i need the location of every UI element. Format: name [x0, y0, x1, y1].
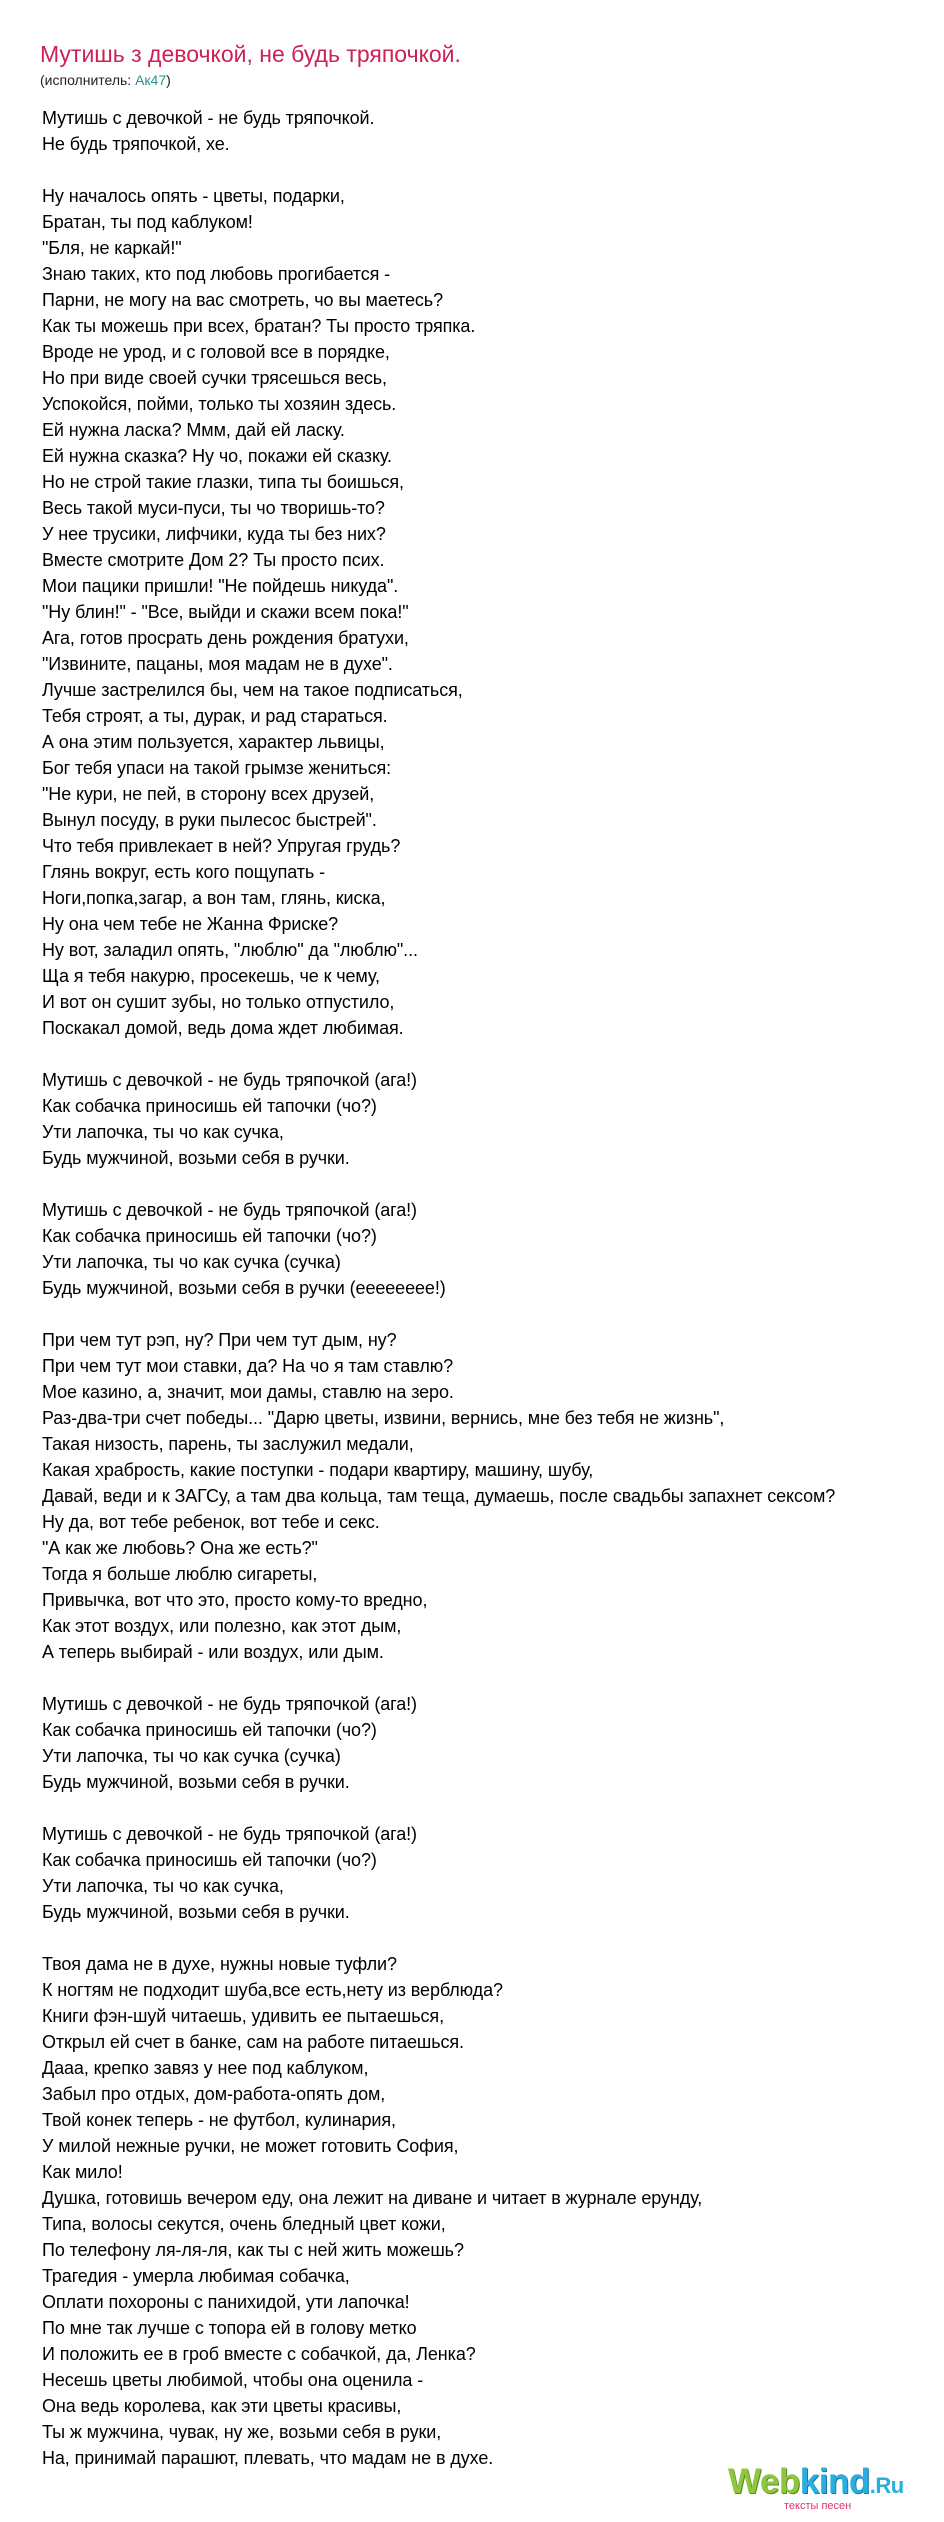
lyric-line: Но не строй такие глазки, типа ты боишься, [42, 472, 404, 492]
lyric-line: Поскакал домой, ведь дома ждет любимая. [42, 1018, 404, 1038]
lyric-line: Оплати похороны с панихидой, ути лапочка! [42, 2292, 410, 2312]
lyric-line: Будь мужчиной, возьми себя в ручки. [42, 1148, 350, 1168]
lyric-line: Что тебя привлекает в ней? Упругая грудь? [42, 836, 401, 856]
lyric-line: Трагедия - умерла любимая собачка, [42, 2266, 350, 2286]
lyric-line: А она этим пользуется, характер львицы, [42, 732, 385, 752]
performer-suffix: ) [166, 72, 171, 88]
lyric-line: Душка, готовишь вечером еду, она лежит на диване и читает в журнале ерунду, [42, 2188, 703, 2208]
lyric-line: У милой нежные ручки, не может готовить София, [42, 2136, 459, 2156]
lyric-line: Вроде не урод, и с головой все в порядке, [42, 342, 390, 362]
webkind-logo[interactable] [728, 2462, 938, 2514]
lyric-line: Мутишь с девочкой - не будь тряпочкой (ага!) [42, 1694, 417, 1714]
lyric-line: И вот он сушит зубы, но только отпустило, [42, 992, 395, 1012]
lyric-line: Ща я тебя накурю, просекешь, че к чему, [42, 966, 380, 986]
lyric-line: По телефону ля-ля-ля, как ты с ней жить можешь? [42, 2240, 464, 2260]
stanza-break [42, 157, 942, 183]
stanza-break [42, 1171, 942, 1197]
lyric-line: Твой конек теперь - не футбол, кулинария, [42, 2110, 396, 2130]
lyric-line: Бог тебя упаси на такой грымзе жениться: [42, 758, 392, 778]
logo-suffix: .Ru [869, 2473, 904, 2498]
lyric-line: Как собачка приносишь ей тапочки (чо?) [42, 1096, 377, 1116]
lyric-line: По мне так лучше с топора ей в голову метко [42, 2318, 417, 2338]
lyric-line: Как собачка приносишь ей тапочки (чо?) [42, 1720, 377, 1740]
lyric-line: Ути лапочка, ты чо как сучка, [42, 1876, 284, 1896]
song-title: Мутишь з девочкой, не будь тряпочкой. [40, 41, 461, 67]
lyric-line: Ноги,попка,загар, а вон там, глянь, киска, [42, 888, 386, 908]
lyric-line: Привычка, вот что это, просто кому-то вредно, [42, 1590, 428, 1610]
logo-part-kind: kind [799, 2462, 870, 2501]
lyric-line: При чем тут рэп, ну? При чем тут дым, ну? [42, 1330, 397, 1350]
stanza-break [42, 1301, 942, 1327]
performer-link[interactable]: Ак47 [135, 72, 167, 88]
lyric-line: Раз-два-три счет победы... "Дарю цветы, извини, вернись, мне без тебя не жизнь", [42, 1408, 725, 1428]
lyric-line: Книги фэн-шуй читаешь, удивить ее пытаешься, [42, 2006, 444, 2026]
lyric-line: "Не кури, не пей, в сторону всех друзей, [42, 784, 375, 804]
lyric-line: Как этот воздух, или полезно, как этот дым, [42, 1616, 402, 1636]
lyric-line: Мутишь с девочкой - не будь тряпочкой (ага!) [42, 1070, 417, 1090]
stanza-break [42, 1795, 942, 1821]
stanza-break [42, 1041, 942, 1067]
lyric-line: Тебя строят, а ты, дурак, и рад стараться. [42, 706, 388, 726]
lyric-line: Как ты можешь при всех, братан? Ты просто тряпка. [42, 316, 476, 336]
lyric-line: Вместе смотрите Дом 2? Ты просто псих. [42, 550, 385, 570]
lyric-line: Мои пацики пришли! "Не пойдешь никуда". [42, 576, 399, 596]
lyric-line: На, принимай парашют, плевать, что мадам не в духе. [42, 2448, 494, 2468]
lyric-line: Знаю таких, кто под любовь прогибается - [42, 264, 391, 284]
lyric-line: "Бля, не каркай!" [42, 238, 182, 258]
lyric-line: Дааа, крепко завяз у нее под каблуком, [42, 2058, 369, 2078]
lyric-line: Парни, не могу на вас смотреть, чо вы маетесь? [42, 290, 443, 310]
lyric-line: Как собачка приносишь ей тапочки (чо?) [42, 1850, 377, 1870]
lyric-line: А теперь выбирай - или воздух, или дым. [42, 1642, 384, 1662]
lyric-line: Вынул посуду, в руки пылесос быстрей". [42, 810, 377, 830]
lyric-line: Не будь тряпочкой, хе. [42, 134, 230, 154]
lyric-line: Ути лапочка, ты чо как сучка, [42, 1122, 284, 1142]
lyric-line: Ей нужна сказка? Ну чо, покажи ей сказку. [42, 446, 392, 466]
lyric-line: При чем тут мои ставки, да? На чо я там ставлю? [42, 1356, 454, 1376]
performer-prefix: (исполнитель: [40, 72, 136, 88]
lyric-line: Будь мужчиной, возьми себя в ручки. [42, 1902, 350, 1922]
lyric-line: Как собачка приносишь ей тапочки (чо?) [42, 1226, 377, 1246]
lyric-line: Ага, готов просрать день рождения братухи, [42, 628, 409, 648]
lyric-line: Несешь цветы любимой, чтобы она оценила - [42, 2370, 424, 2390]
lyric-line: Мутишь с девочкой - не будь тряпочкой (ага!) [42, 1200, 417, 1220]
lyric-line: Мое казино, а, значит, мои дамы, ставлю на зеро. [42, 1382, 454, 1402]
lyric-line: Мутишь с девочкой - не будь тряпочкой (ага!) [42, 1824, 417, 1844]
lyric-line: "Извините, пацаны, моя мадам не в духе". [42, 654, 393, 674]
lyric-line: Ну да, вот тебе ребенок, вот тебе и секс. [42, 1512, 380, 1532]
lyric-line: Братан, ты под каблуком! [42, 212, 253, 232]
stanza-break [42, 1665, 942, 1691]
lyric-line: Твоя дама не в духе, нужны новые туфли? [42, 1954, 397, 1974]
lyric-line: "Ну блин!" - "Все, выйди и скажи всем пока!" [42, 602, 409, 622]
lyric-line: Глянь вокруг, есть кого пощупать - [42, 862, 325, 882]
stanza-break [42, 1925, 942, 1951]
lyric-line: Лучше застрелился бы, чем на такое подписаться, [42, 680, 463, 700]
lyric-line: Забыл про отдых, дом-работа-опять дом, [42, 2084, 386, 2104]
lyric-line: Ну началось опять - цветы, подарки, [42, 186, 345, 206]
lyric-line: Успокойся, пойми, только ты хозяин здесь. [42, 394, 397, 414]
lyric-line: Она ведь королева, как эти цветы красивы, [42, 2396, 402, 2416]
lyric-line: Но при виде своей сучки трясешься весь, [42, 368, 387, 388]
lyric-line: Будь мужчиной, возьми себя в ручки (ееееееее!) [42, 1278, 446, 1298]
lyric-line: Ути лапочка, ты чо как сучка (сучка) [42, 1746, 341, 1766]
lyric-line: Ты ж мужчина, чувак, ну же, возьми себя в руки, [42, 2422, 442, 2442]
lyric-line: Давай, веди и к ЗАГСу, а там два кольца, там теща, думаешь, после свадьбы запахнет сексом? [42, 1486, 836, 1506]
lyric-line: Весь такой муси-пуси, ты чо творишь-то? [42, 498, 385, 518]
lyric-line: Какая храбрость, какие поступки - подари квартиру, машину, шубу, [42, 1460, 594, 1480]
lyric-line: Ути лапочка, ты чо как сучка (сучка) [42, 1252, 341, 1272]
lyric-line: Мутишь с девочкой - не будь тряпочкой. [42, 108, 375, 128]
lyric-line: К ногтям не подходит шуба,все есть,нету из верблюда? [42, 1980, 503, 2000]
lyric-line: Ну она чем тебе не Жанна Фриске? [42, 914, 339, 934]
lyric-line: Как мило! [42, 2162, 123, 2182]
lyric-line: Такая низость, парень, ты заслужил медали, [42, 1434, 414, 1454]
performer-line [40, 71, 171, 89]
lyric-line: У нее трусики, лифчики, куда ты без них? [42, 524, 386, 544]
lyric-line: Ей нужна ласка? Ммм, дай ей ласку. [42, 420, 345, 440]
lyric-line: "А как же любовь? Она же есть?" [42, 1538, 318, 1558]
lyric-line: Ну вот, заладил опять, "люблю" да "люблю"... [42, 940, 418, 960]
lyric-line: И положить ее в гроб вместе с собачкой, да, Ленка? [42, 2344, 476, 2364]
lyric-line: Типа, волосы секутся, очень бледный цвет кожи, [42, 2214, 446, 2234]
logo-part-web: Web [728, 2462, 800, 2501]
logo-tagline: тексты песен [784, 2500, 852, 2512]
lyric-line: Открыл ей счет в банке, сам на работе питаешься. [42, 2032, 464, 2052]
lyrics-text [42, 105, 942, 2471]
lyric-line: Будь мужчиной, возьми себя в ручки. [42, 1772, 350, 1792]
lyric-line: Тогда я больше люблю сигареты, [42, 1564, 318, 1584]
